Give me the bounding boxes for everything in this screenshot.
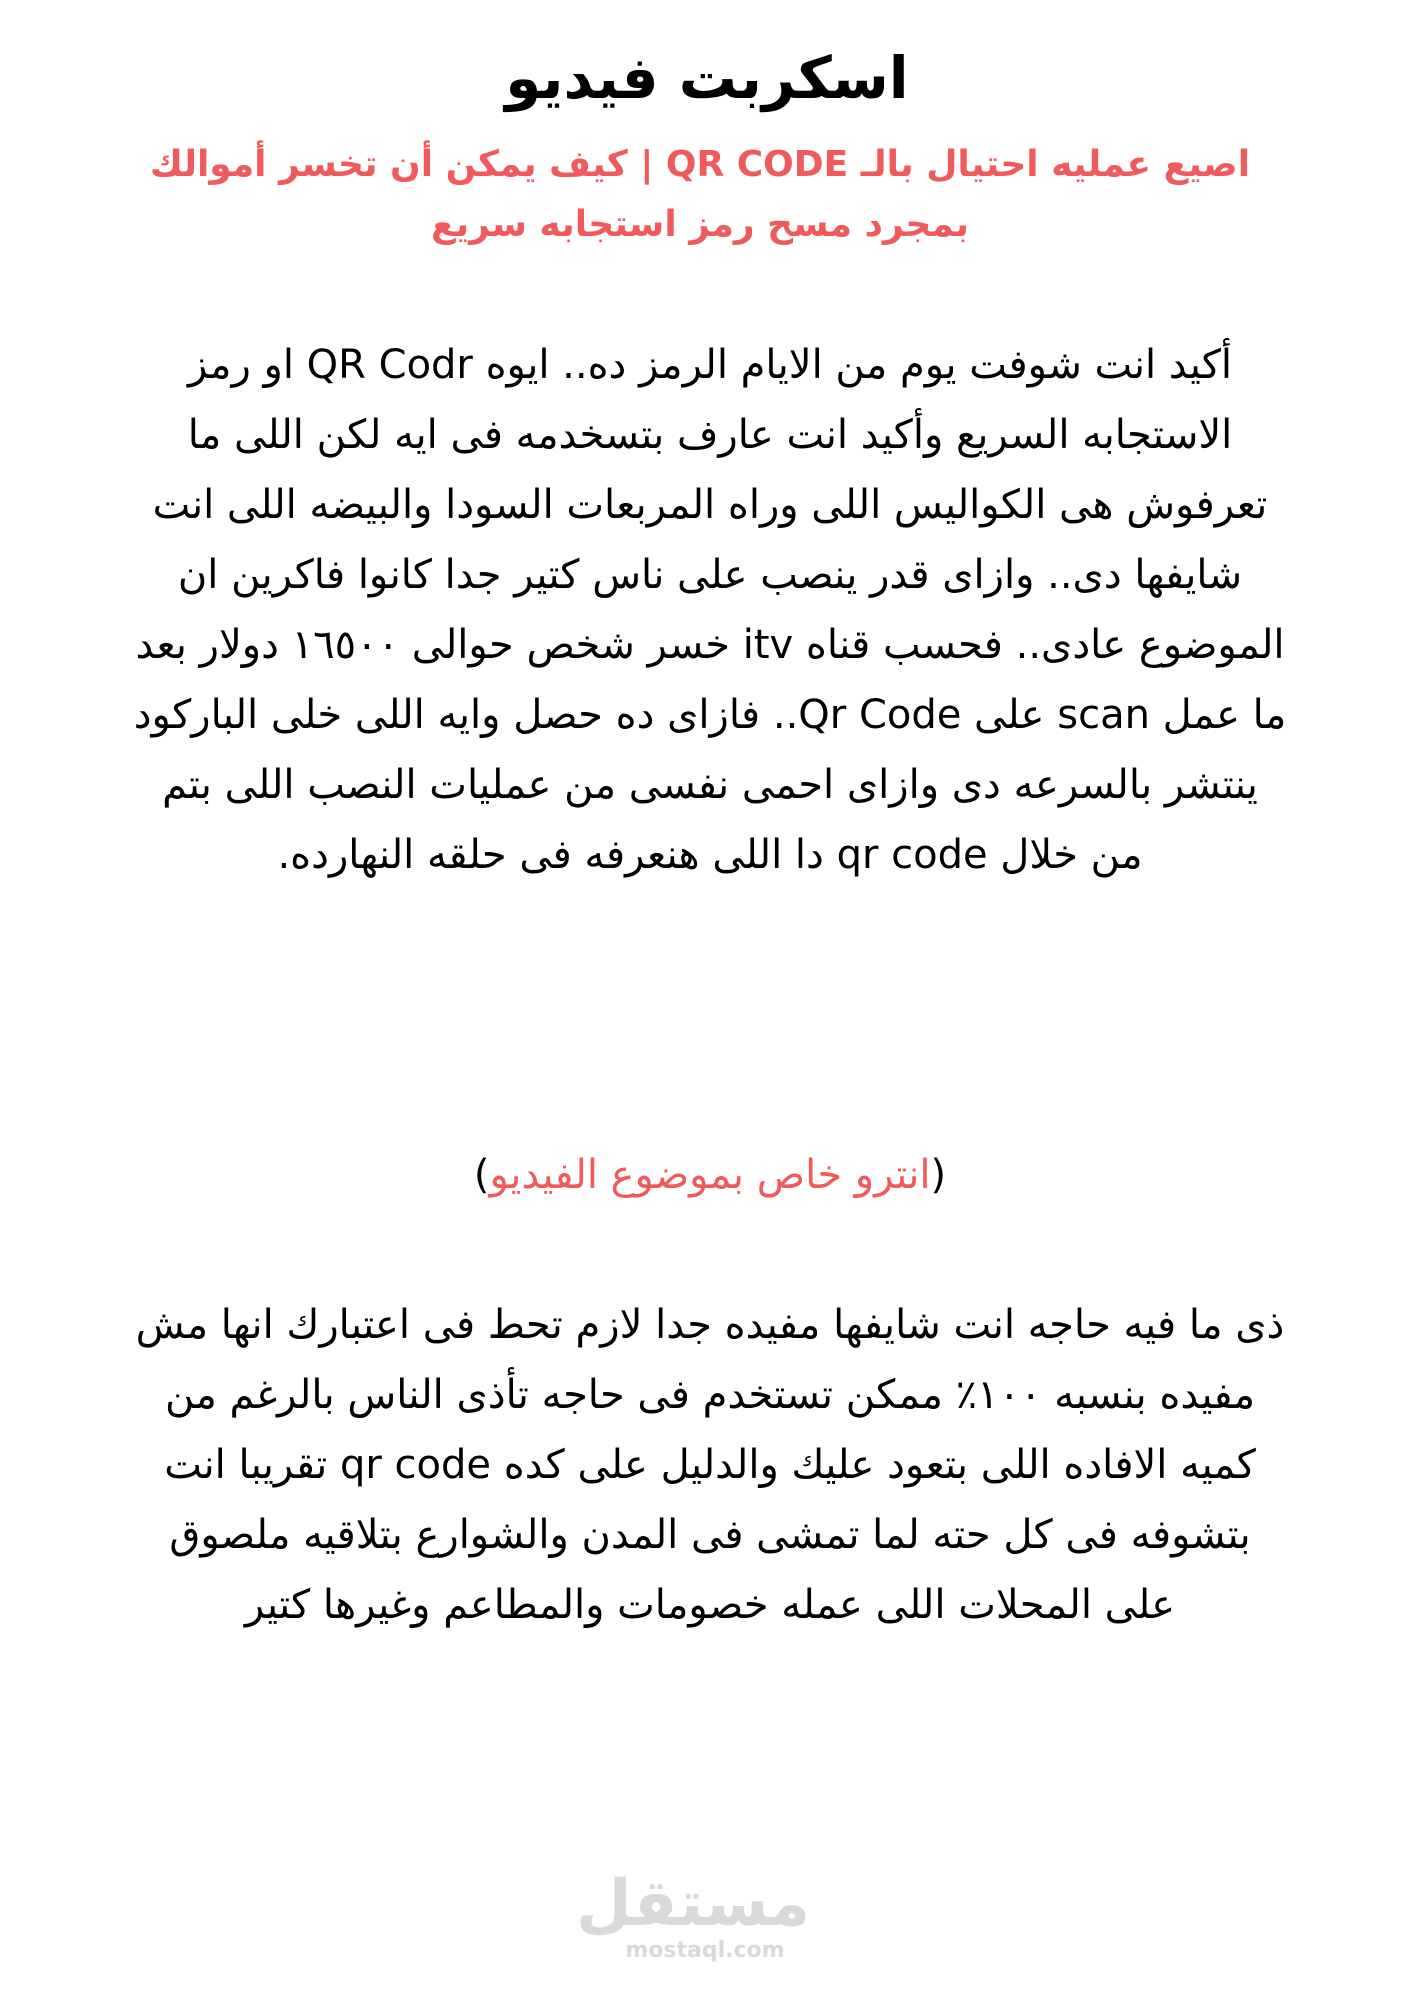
watermark-url: mostaql.com [625, 1938, 785, 1963]
page-title: اسكربت فيديو [505, 44, 909, 112]
watermark-logo-text: مستقل [575, 1867, 810, 1941]
script-paragraph-body: ذى ما فيه حاجه انت شايفها مفيده جدا لازم تحط فى اعتبارك انها مش مفيده بنسبه ١٠٠٪ ممكن تستخدم فى حاجه تأذى الناس بالرغم من كميه الافاده اللى بتعود عليك والدليل على كده qr code تقريبا انت بتشوفه فى كل حته لما تمشى فى المدن والشوارع بتلاقيه ملصوق على المحلات اللى عمله خصومات والمطاعم وغيرها كتير [135, 1302, 1285, 1628]
intro-note [130, 1140, 1290, 1210]
script-paragraph-intro: أكيد انت شوفت يوم من الايام الرمز ده.. ايوه QR Codr او رمز الاستجابه السريع وأكيد انت عارف بتسخدمه فى ايه لكن اللى ما تعرفوش هى الكواليس اللى وراه المربعات السودا والبيضه اللى انت شايفها دى.. وازاى قدر ينصب على ناس كتير جدا كانوا فاكرين ان الموضوع عادى.. فحسب قناه itv خسر شخص حوالى ١٦٥٠٠ دولار بعد ما عمل scan على Qr Code.. فازاى ده حصل وايه اللى خلى الباركود ينتشر بالسرعه دى وازاى احمى نفسى من عمليات النصب اللى بتم من خلال qr code دا اللى هنعرفه فى حلقه النهارده. [133, 342, 1287, 878]
mostaql-watermark [575, 1867, 810, 1964]
video-subtitle: اصيع عمليه احتيال بالـ QR CODE | كيف يمكن أن تخسر أموالك بمجرد مسح رمز استجابه سريع [149, 144, 1251, 245]
intro-note-close-paren: ) [473, 1152, 490, 1198]
intro-note-open-paren: ( [930, 1152, 947, 1198]
intro-note-text: انترو خاص بموضوع الفيديو [489, 1152, 931, 1198]
